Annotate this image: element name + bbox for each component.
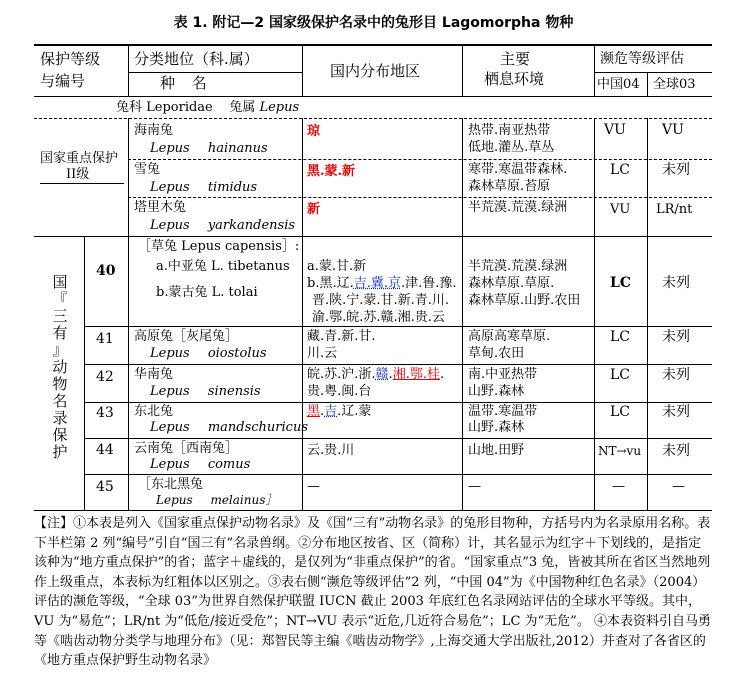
row3-cn-name: 塔里木兔 [134, 200, 187, 215]
group2-label-char: 』 [52, 341, 68, 359]
group2-label-char: 护 [52, 443, 68, 461]
row40-distribution-a: a.蒙.甘.新 [307, 259, 367, 274]
row40-distribution-b3: 渝.鄂.皖.苏.赣.湘.贵.云 [312, 310, 445, 325]
col-divider-4b [594, 118, 595, 510]
row42-distribution-l1: 皖.苏.沪.浙.赣.湘.鄂.桂. [307, 367, 445, 382]
group2-label-char: 三 [52, 307, 68, 325]
group2-label-char: 有 [52, 324, 68, 342]
row44-cn-name: 云南兔［西南兔］ [134, 441, 239, 456]
row-sep-6 [84, 438, 712, 439]
col-divider-1b [128, 118, 129, 510]
species-header-rule [128, 72, 302, 73]
table-bottom-rule [34, 510, 712, 511]
row41-latin-name: Lepus oiostolus [150, 346, 267, 361]
row41-habitat-l2: 草甸.农田 [468, 346, 525, 361]
group2-label-char: 名 [52, 392, 68, 410]
group2-label [50, 274, 70, 461]
row42-habitat-l2: 山野.森林 [468, 384, 525, 399]
row41-distribution-l1: 藏.青.新.甘. [307, 329, 376, 344]
row1-global-status: VU [662, 122, 684, 138]
group2-label-char: 『 [52, 290, 68, 308]
col-divider-5 [647, 72, 648, 96]
row44-number: 44 [96, 442, 114, 458]
header-bottom-rule [34, 96, 712, 97]
row41-cn-name: 高原兔［灰尾兔］ [134, 329, 239, 344]
row40-number: 40 [96, 263, 116, 279]
header-habitat-l1: 主要 [500, 50, 531, 68]
row40-habitat-l3: 森林草原.山野.农田 [468, 293, 581, 308]
row-sep-5 [84, 402, 712, 403]
row3-habitat: 半荒漠.荒漠.绿洲 [468, 200, 568, 215]
header-evaluation: 濒危等级评估 [600, 51, 684, 67]
row40-habitat-l1: 半荒漠.荒漠.绿洲 [468, 259, 568, 274]
row1-cn-name: 海南兔 [134, 123, 174, 138]
col-divider-2 [302, 44, 303, 96]
row45-number: 45 [96, 479, 114, 495]
col-divider-2b [302, 118, 303, 510]
row45-habitat: — [468, 479, 481, 494]
row40-habitat-l2: 森林草原.草原. [468, 276, 555, 291]
row42-number: 42 [96, 369, 114, 385]
row40-global-status: 未列 [662, 275, 690, 291]
row43-cn-name: 东北兔 [134, 404, 174, 419]
family-label: 兔科 Leporidae 兔属 Lepus [116, 100, 300, 115]
num-col-divider [84, 236, 85, 510]
row44-latin-name: Lepus comus [150, 457, 251, 472]
group2-label-char: 动 [52, 358, 68, 376]
row2-latin-name: Lepus timidus [150, 180, 258, 195]
row44-china-status: NT→vu [598, 444, 642, 458]
row43-habitat-l2: 山野.森林 [468, 420, 525, 435]
row41-number: 41 [96, 331, 114, 347]
group-divider-rule [34, 236, 712, 237]
row43-latin-name: Lepus mandschuricus [150, 420, 308, 435]
group1-label-l1: 国家重点保护 [40, 151, 119, 166]
row45-china-status: — [612, 479, 625, 494]
table-top-rule [34, 44, 712, 46]
eval-header-rule [594, 72, 712, 73]
col-divider-3b [462, 118, 463, 510]
row40-china-status: LC [610, 275, 631, 291]
row42-latin-name: Lepus sinensis [150, 384, 261, 399]
row2-china-status: LC [610, 162, 631, 178]
col-divider-5b [647, 118, 648, 510]
row40-subspecies-a: a.中亚兔 L. tibetanus [156, 259, 290, 274]
group2-label-char: 保 [52, 426, 68, 444]
col-divider-3 [462, 44, 463, 96]
row43-china-status: LC [610, 404, 631, 420]
header-species: 种 名 [160, 74, 213, 92]
row44-distribution: 云.贵.川 [307, 443, 355, 458]
row40-subspecies-b: b.蒙古兔 L. tolai [156, 285, 258, 300]
row42-cn-name: 华南兔 [134, 367, 174, 382]
row2-global-status: 未列 [662, 162, 690, 178]
row3-global-status: LR/nt [656, 202, 693, 217]
group1-label-l2: II级 [66, 167, 90, 182]
group1-label-underline [40, 183, 124, 184]
row43-habitat-l1: 温带.寒温带 [468, 404, 538, 419]
row1-habitat-l2: 低地.灌丛.草丛 [468, 140, 555, 155]
row2-cn-name: 雪兔 [134, 162, 161, 177]
row1-china-status: VU [604, 122, 626, 138]
row42-habitat-l1: 南.中亚热带 [468, 367, 538, 382]
row45-distribution: — [307, 479, 320, 494]
row-sep-3 [84, 326, 712, 327]
group2-label-char: 国 [52, 273, 68, 291]
row45-global-status: — [672, 479, 685, 494]
row40-distribution-b1: b.黑.辽.吉.冀.京.津.鲁.豫. [307, 276, 457, 291]
group2-label-char: 物 [52, 375, 68, 393]
row40-cn-name: ［草兔 Lepus capensis］: [138, 239, 300, 254]
table-title: 表 1. 附记—2 国家级保护名录中的兔形目 Lagomorpha 物种 [173, 15, 574, 31]
col-divider-4 [594, 44, 595, 96]
row3-china-status: VU [610, 202, 631, 217]
row43-distribution: 黑.吉.辽.蒙 [307, 404, 372, 419]
row3-latin-name: Lepus yarkandensis [150, 218, 296, 233]
row-sep-4 [84, 364, 712, 365]
row2-distribution: 黑.蒙.新 [307, 164, 356, 179]
header-grade-l2: 与编号 [40, 72, 86, 90]
col-divider-1 [128, 44, 129, 96]
row-sep-1 [128, 159, 712, 160]
row3-distribution: 新 [307, 202, 321, 217]
row41-china-status: LC [610, 329, 631, 345]
row42-distribution-l2: 贵.粤.闽.台 [307, 384, 372, 399]
row1-latin-name: Lepus hainanus [150, 141, 268, 156]
header-china04: 中国04 [597, 77, 640, 92]
header-global03: 全球03 [653, 77, 696, 92]
row43-number: 43 [96, 405, 114, 421]
row41-distribution-l2: 川.云 [307, 346, 338, 361]
row42-global-status: 未列 [662, 367, 690, 383]
row1-distribution: 琼 [307, 124, 321, 139]
row44-habitat: 山地.田野 [468, 443, 525, 458]
row1-habitat-l1: 热带.南亚热带 [468, 123, 551, 138]
row42-china-status: LC [610, 367, 631, 383]
row-sep-7 [84, 474, 712, 475]
row44-global-status: 未列 [662, 443, 690, 459]
row2-habitat-l2: 森林草原.苔原 [468, 179, 551, 194]
family-row-rule [34, 118, 712, 119]
header-taxon: 分类地位（科.属） [134, 50, 259, 68]
row41-global-status: 未列 [662, 329, 690, 345]
header-grade-l1: 保护等级 [40, 50, 101, 68]
row41-habitat-l1: 高原高寒草原. [468, 329, 551, 344]
header-distribution: 国内分布地区 [330, 62, 421, 80]
table-footnote: 【注】①本表是列入《国家重点保护动物名录》及《国“三有”动物名录》的兔形目物种，方括号内为名录原用名称。表下半栏第 2 列“编号”引自“国三有”名录兽纲。②分布地区按省、区（简称）计，其名显示为红字＋下划线的，是指定该种为“地方重点保护”的省；蓝字＋虚线的，是仅列为“非重点保护”的省。“国家重点”3 兔，皆被其所在省区当然地列作上级重点，本表标为红粗体以区别之。③表右侧“濒危等级评估”2 列，“中国 04”为《中国物种红色名录》（2004）评估的濒危等级，“全球 03”为世界自然保护联盟 IUCN 截止 2003 年底红色名录网站评估的全球水平等级。其中，VU 为“易危”；LR/nt 为“低危/接近受危”；NT→VU 表示“近危,几近符合易危”；LC 为“无危”。 ④本表资料引自马勇等《啮齿动物分类学与地理分布》（见：郑智民等主编《啮齿动物学》,上海交通大学出版社,2012）并查对了各省区的《地方重点保护野生动物名录》 [34, 516, 711, 669]
row-sep-2 [128, 197, 712, 198]
row2-habitat-l1: 寒带.寒温带森林. [468, 162, 568, 177]
group2-label-char: 录 [52, 409, 68, 427]
row40-distribution-b2: 晋.陕.宁.蒙.甘.新.青.川. [312, 293, 450, 308]
row45-cn-name: ［东北黑兔 [138, 477, 204, 492]
header-habitat-l2: 栖息环境 [484, 70, 545, 88]
row43-global-status: 未列 [662, 404, 690, 420]
row45-latin-name: Lepus melainus］ [156, 493, 278, 507]
